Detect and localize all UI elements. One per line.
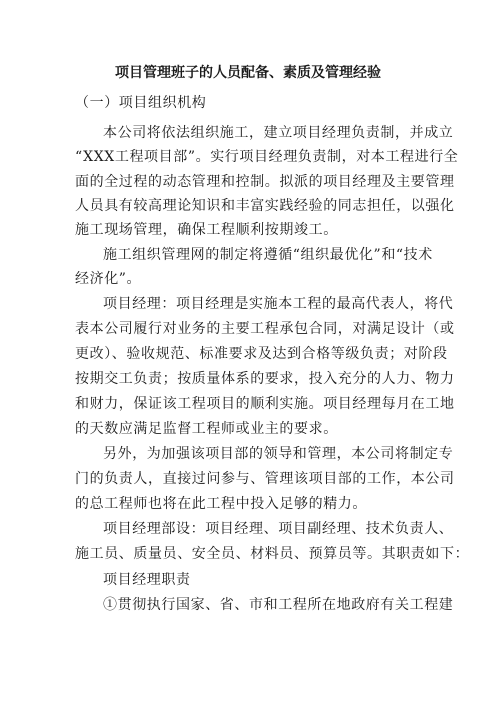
- text-line: 施工现场管理，确保工程顺利按期竣工。: [75, 222, 338, 238]
- text-line: 更改）、验收规范、标准要求及达到合格等级负责；对阶段: [75, 346, 448, 362]
- text-line: ①贯彻执行国家、省、市和工程所在地政府有关工程建: [103, 597, 454, 613]
- text-line: 人员具有较高理论知识和丰富实践经验的同志担任，以强化: [75, 198, 455, 214]
- text-line: 项目经理：项目经理是实施本工程的最高代表人，将代: [103, 296, 454, 312]
- text-line: 本公司将依法组织施工，建立项目经理负责制，并成立: [103, 125, 454, 141]
- text-line: 的天数应满足监督工程师或业主的要求。: [75, 421, 338, 437]
- text-line: 表本公司履行对业务的主要工程承包合同，对满足设计（或: [75, 321, 455, 337]
- subheading: 项目经理职责: [103, 572, 191, 588]
- text-line: 施工员、质量员、安全员、材料员、预算员等。其职责如下：: [75, 546, 470, 562]
- text-line: 面的全过程的动态管理和控制。拟派的项目经理及主要管理: [75, 174, 455, 190]
- text-line: 和财力，保证该工程项目的顺利实施。项目经理每月在工地: [75, 396, 455, 412]
- text-line: 门的负责人，直接过问参与、管理该项目部的工作，本公司: [75, 471, 455, 487]
- text-line: 按期交工负责；按质量体系的要求，投入充分的人力、物力: [75, 371, 455, 387]
- text-line: 经济化”。: [75, 271, 142, 287]
- section-heading: （一）项目组织机构: [75, 95, 207, 111]
- text-line: 的总工程师也将在此工程中投入足够的精力。: [75, 496, 367, 512]
- text-line: 另外，为加强该项目部的领导和管理，本公司将制定专: [103, 446, 454, 462]
- document-title: 项目管理班子的人员配备、素质及管理经验: [115, 65, 381, 81]
- text-line: 项目经理部设：项目经理、项目副经理、技术负责人、: [103, 521, 454, 537]
- text-line: 施工组织管理网的制定将遵循“组织最优化”和“技术: [103, 247, 433, 263]
- text-line: “XXX工程项目部”。实行项目经理负责制，对本工程进行全: [75, 149, 459, 165]
